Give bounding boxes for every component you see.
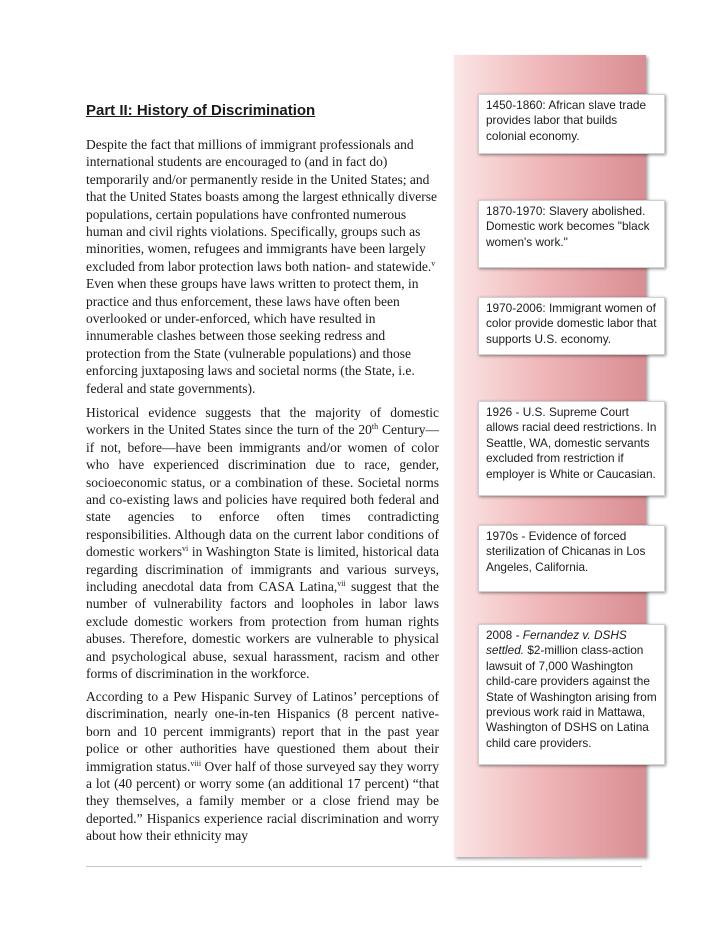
endnote-marker[interactable]: viii: [190, 758, 202, 768]
timeline-case-title: - Fernandez v. DSHS settled.: [486, 628, 627, 658]
timeline-date: 1450-1860:: [486, 98, 546, 112]
paragraph-text: in Washington State is limited, historical data regarding discrimination of immigrants and various surveys, including anecdotal data from CASA Latina,: [86, 544, 439, 595]
paragraph-intro: [86, 136, 439, 397]
timeline-date: 2008: [486, 628, 513, 642]
timeline-date: 1870-1970:: [486, 204, 546, 218]
ordinal-suffix: th: [371, 422, 379, 432]
timeline-text: $2-million class-action lawsuit of 7,000 Washington child-care providers against the State of Washington arising from previous work raid in Mattawa, Washington of DSHS on Latina child care providers.: [486, 643, 657, 750]
paragraph-text: According to a Pew Hispanic Survey of Latinos’ perceptions of discrimination, nearly one-in-ten Hispanics (8 percent native-born and 10 percent immigrants) report that in the past year police or other authorities have questioned them about their immigration status.: [86, 689, 439, 774]
section-heading: Part II: History of Discrimination: [86, 102, 316, 119]
timeline-box-slavery-abolished: [478, 200, 665, 268]
timeline-box-slave-trade: [478, 94, 665, 154]
paragraph-text: Even when these groups have laws written to protect them, in practice and thus enforcement, these laws have often been overlooked or under-enforced, which have resulted in innumerable clashes between those seeking redress and protection from the State (vulnerable populations) and those enforcing juxtaposing laws and societal norms (the State, i.e. federal and state governments).: [86, 276, 419, 396]
timeline-box-immigrant-women: [478, 297, 665, 355]
paragraph-text: Over half of those surveyed say they worry a lot (40 percent) or worry some (an additional 17 percent) “that they themselves, a family member or a close friend may be deported.” Hispanics experience racial discrimination and worry about how their ethnicity may: [86, 758, 439, 844]
paragraph-pew-survey: [86, 688, 439, 845]
timeline-date: 1926: [486, 405, 513, 419]
timeline-box-sterilization: [478, 525, 665, 592]
footer-rule: [86, 866, 642, 867]
paragraph-text: Historical evidence suggests that the majority of domestic workers in the United States since the turn of the 20: [86, 405, 439, 438]
paragraph-historical-evidence: [86, 404, 439, 683]
endnote-marker[interactable]: vi: [181, 544, 189, 554]
timeline-text: - Evidence of forced sterilization of Chicanas in Los Angeles, California.: [486, 529, 646, 574]
timeline-text: Slavery abolished. Domestic work becomes "black women's work.": [486, 204, 650, 249]
timeline-box-supreme-court: [478, 401, 665, 496]
timeline-date: 1970-2006:: [486, 301, 546, 315]
timeline-date: 1970s: [486, 529, 519, 543]
timeline-box-fernandez-lawsuit: [478, 624, 665, 765]
paragraph-text: Despite the fact that millions of immigrant professionals and international students are encouraged to (and in fact do) temporarily and/or permanently reside in the United States; and that the United States boasts among the largest ethnically diverse populations, certain populations have confronted numerous human and civil rights violations. Specifically, groups such as minorities, women, refugees and immigrants have been largely excluded from labor protection laws both nation- and statewide.: [86, 137, 438, 274]
endnote-marker[interactable]: vii: [337, 579, 346, 589]
timeline-text: - U.S. Supreme Court allows racial deed restrictions. In Seattle, WA, domestic servants excluded from restriction if employer is White or Caucasian.: [486, 405, 657, 481]
timeline-text: Immigrant women of color provide domestic labor that supports U.S. economy.: [486, 301, 657, 346]
endnote-marker[interactable]: v: [431, 258, 436, 268]
timeline-text: African slave trade provides labor that builds colonial economy.: [486, 98, 647, 143]
paragraph-text: Century—if not, before—have been immigrants and/or women of color who have experienced discrimination due to race, gender, socioeconomic status, or a combination of these. Societal norms and co-existing laws and policies have required both federal and state agencies to enforce often times contradicting responsibilities. Although data on the current labor conditions of domestic workers: [86, 422, 440, 560]
paragraph-text: suggest that the number of vulnerability factors and loopholes in labor laws exclude domestic workers from protection from human rights abuses. Therefore, domestic workers are vulnerable to physical and psychological abuse, sexual harassment, racism and other forms of discrimination in the workforce.: [86, 579, 439, 682]
